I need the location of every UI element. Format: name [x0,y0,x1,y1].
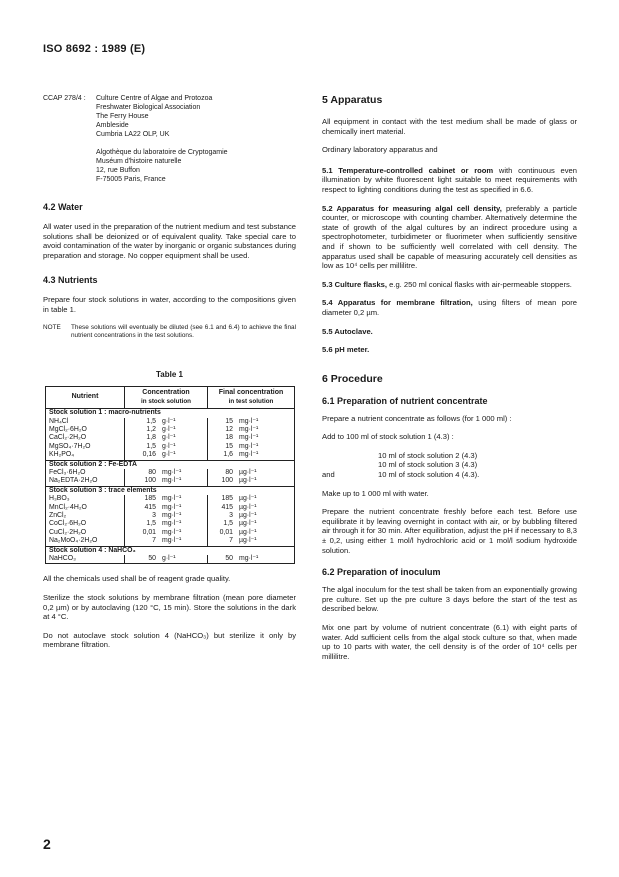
solution-line-text: 10 ml of stock solution 3 (4.3) [378,460,478,470]
final-value: 80 [225,469,233,476]
ccap-address [96,94,228,184]
solution-line [322,470,577,480]
final-unit: µg·l⁻¹ [239,512,257,520]
note [43,324,296,341]
item-5-5: 5.5 Autoclave. [322,326,373,336]
final-unit: µg·l⁻¹ [239,477,257,485]
final-value: 415 [221,503,233,511]
table-row [46,495,295,503]
concentration-unit: mg·l⁻¹ [159,477,208,486]
item-5-6: 5.6 pH meter. [322,345,370,355]
final-unit: µg·l⁻¹ [239,495,257,503]
concentration-unit: mg·l⁻¹ [159,504,208,512]
final-value: 100 [221,477,233,485]
concentration-value: 1,8 [146,434,156,442]
table-row [46,504,295,512]
nutrient-cell: Na₂EDTA·2H₂O [46,477,125,486]
page-number: 2 [43,836,51,852]
final-value: 50 [225,555,233,563]
final-value: 15 [225,417,233,425]
item-5-4-text: using filters of mean pore diameter 0,2 µm. [322,298,577,317]
final-value: 0,01 [219,528,233,536]
table-row [46,443,295,451]
nutrient-cell: ZnCl₂ [46,512,125,520]
final-value: 15 [225,442,233,450]
nutrient-cell: FeCl₃·6H₂O [46,469,125,477]
table-row [46,426,295,434]
table-row [46,451,295,460]
section-6-2-text-2: Mix one part by volume of nutrient concentrate (6.1) with eight parts of water. Add sufficient cells from the algal stock culture so that, when made up to 10 parts with water, the cell density is of the order of 10⁴ cells per millilitre. [322,623,577,661]
solution-line-key [342,460,378,470]
header-final [208,386,295,408]
item-5-4 [322,298,577,317]
section-5-ordinary: Ordinary laboratory apparatus and [322,145,438,155]
section-5-text: All equipment in contact with the test medium shall be made of glass or chemically inert material. [322,117,577,136]
ccap-line: The Ferry House [96,113,149,120]
section-6-1-prepare: Prepare the nutrient concentrate freshly before each test. Before use equilibrate it by leaving overnight in contact with air, or by bubbling filtered air through it for 30 min. After equilibration, adjust the pH if necessary to 8,3 ± 0,2, using either 1 mol/l hydrochloric acid or 1 mol/l sodium hydroxide solution. [322,507,577,555]
solution-line-text: 10 ml of stock solution 4 (4.3). [378,470,480,480]
concentration-unit: g·l⁻¹ [159,418,208,426]
concentration-unit: mg·l⁻¹ [159,512,208,520]
nutrient-cell: MgCl₂·6H₂O [46,426,125,434]
right-column [322,94,577,661]
section-4-2-title: 4.2 Water [43,202,83,212]
table-group-title: Stock solution 4 : NaHCO₃ [46,546,295,555]
table-row [46,512,295,520]
final-value: 185 [221,495,233,503]
final-unit: µg·l⁻¹ [239,503,257,511]
header-final-title: Final concentration [218,388,284,396]
ccap-line: Freshwater Biological Association [96,104,201,111]
final-unit: µg·l⁻¹ [239,537,257,545]
item-5-3-text: e.g. 250 ml conical flasks with air-permeable stoppers. [389,279,572,289]
section-6-2-text-1: The algal inoculum for the test shall be taken from an exponentially growing pre culture. Set up the pre culture 3 days before the start of the test as described below. [322,585,577,614]
final-unit: mg·l⁻¹ [239,451,259,459]
ccap-entry [43,94,296,184]
ccap-line: Culture Centre of Algae and Protozoa [96,95,213,102]
solution-line-text: 10 ml of stock solution 2 (4.3) [378,450,478,460]
header-concentration-title: Concentration [142,388,190,396]
table-row [46,555,295,564]
section-5-title: 5 Apparatus [322,94,383,106]
concentration-unit: g·l⁻¹ [159,434,208,442]
item-5-1-title: 5.1 Temperature-controlled cabinet or room [322,165,494,175]
nutrient-cell: CuCl₂·2H₂O [46,529,125,537]
table-row [46,477,295,486]
concentration-value: 80 [148,469,156,476]
nutrient-cell: CaCl₂·2H₂O [46,434,125,442]
concentration-value: 100 [144,477,156,485]
header-concentration [125,386,208,408]
concentration-unit: g·l⁻¹ [159,443,208,451]
section-6-1-intro: Prepare a nutrient concentrate as follows (for 1 000 ml) : [322,413,512,423]
table-group-row [46,546,295,555]
chemicals-grade-text: All the chemicals used shall be of reagent grade quality. [43,574,231,584]
left-column [43,94,296,650]
solution-line [342,460,577,470]
concentration-unit: mg·l⁻¹ [159,520,208,528]
section-6-1-makeup: Make up to 1 000 ml with water. [322,488,429,498]
final-unit: mg·l⁻¹ [239,425,259,433]
nutrient-cell: KH₂PO₄ [46,451,125,460]
header-final-sub: in test solution [228,397,274,405]
item-5-4-title: 5.4 Apparatus for membrane filtration, [322,298,473,308]
concentration-value: 1,5 [146,417,156,425]
final-unit: mg·l⁻¹ [239,417,259,425]
table-row [46,434,295,442]
section-6-1-title: 6.1 Preparation of nutrient concentrate [322,395,488,406]
section-4-3-text: Prepare four stock solutions in water, according to the compositions given in table 1. [43,295,296,314]
concentration-value: 50 [148,555,156,563]
concentration-value: 1,2 [146,425,156,433]
solution-line [342,451,577,461]
final-value: 1,6 [223,451,233,459]
section-6-2-title: 6.2 Preparation of inoculum [322,567,441,578]
table-group-row [46,409,295,418]
item-5-1-text: with continuous even illumination by white fluorescent light suitable to meet requirements with respect to lighting conditions during the test as specified in 6.6. [322,165,577,194]
concentration-unit: mg·l⁻¹ [159,537,208,546]
final-value: 3 [229,512,233,520]
section-6-1-add: Add to 100 ml of stock solution 1 (4.3) : [322,432,454,442]
ccap-line: Algothèque du laboratoire de Cryptogamie [96,149,228,156]
final-unit: µg·l⁻¹ [239,520,257,528]
nutrient-cell: Na₂MoO₄·2H₂O [46,537,125,546]
concentration-value: 415 [144,503,156,511]
document-header: ISO 8692 : 1989 (E) [43,43,146,55]
table-body [46,409,295,564]
solution-line-key: and [322,470,335,480]
table-group-title: Stock solution 3 : trace elements [46,486,295,495]
table-row [46,418,295,426]
nutrient-cell: MgSO₄·7H₂O [46,443,125,451]
table-group-title: Stock solution 2 : Fe-EDTA [46,460,295,469]
concentration-unit: mg·l⁻¹ [159,529,208,537]
item-5-3 [322,280,577,290]
concentration-value: 0,16 [142,451,156,459]
table-caption: Table 1 [156,370,183,380]
note-text: These solutions will eventually be diluted (see 6.1 and 6.4) to achieve the final nutrient concentrations in the test solutions. [71,323,296,339]
table-group-row [46,460,295,469]
final-unit: µg·l⁻¹ [239,528,257,536]
table-row [46,469,295,477]
ccap-line: F-75005 Paris, France [96,176,166,183]
header-nutrient: Nutrient [46,386,125,408]
nutrient-cell: H₃BO₃ [46,495,125,503]
table-row [46,529,295,537]
final-unit: mg·l⁻¹ [239,555,259,563]
concentration-value: 1,5 [146,442,156,450]
sterilize-text: Sterilize the stock solutions by membrane filtration (mean pore diameter 0,2 µm) or by autoclaving (120 °C, 15 min). Store the solutions in the dark at 4 °C. [43,593,296,622]
ccap-key: CCAP 278/4 : [43,95,86,102]
final-value: 1,5 [223,520,233,528]
table-1 [45,386,295,565]
item-5-2 [322,204,577,271]
concentration-value: 1,5 [146,520,156,528]
item-5-3-title: 5.3 Culture flasks, [322,279,387,289]
table-row [46,537,295,546]
ccap-line: Muséum d'histoire naturelle [96,158,182,165]
concentration-unit: mg·l⁻¹ [159,469,208,477]
no-autoclave-text: Do not autoclave stock solution 4 (NaHCO₃) but sterilize it only by membrane filtration. [43,630,296,650]
ccap-line: Cumbria LA22 OLP, UK [96,131,170,138]
table-group-title: Stock solution 1 : macro-nutrients [46,409,295,418]
nutrient-cell: NH₄Cl [46,418,125,426]
note-key: NOTE [43,323,61,331]
ccap-line: Ambleside [96,122,129,129]
concentration-value: 185 [144,495,156,503]
final-value: 12 [225,425,233,433]
concentration-value: 0,01 [142,528,156,536]
nutrient-cell: CoCl₂·6H₂O [46,520,125,528]
section-4-2-text: All water used in the preparation of the nutrient medium and test substance solutions shall be deionized or of equivalent quality. Take special care to avoid contamination of the water by inorganic or organic substances during preparation and storage. No copper equipment shall be used. [43,222,296,260]
final-value: 7 [229,537,233,545]
table-row [46,520,295,528]
final-unit: mg·l⁻¹ [239,434,259,442]
concentration-unit: mg·l⁻¹ [159,495,208,503]
ccap-line: 12, rue Buffon [96,167,140,174]
section-4-3-title: 4.3 Nutrients [43,275,98,286]
item-5-2-title: 5.2 Apparatus for measuring algal cell density, [322,203,502,213]
nutrient-cell: MnCl₂·4H₂O [46,504,125,512]
concentration-unit: g·l⁻¹ [159,555,208,564]
item-5-1 [322,166,577,195]
concentration-unit: g·l⁻¹ [159,426,208,434]
concentration-value: 7 [152,537,156,545]
section-6-title: 6 Procedure [322,372,383,385]
final-value: 18 [225,434,233,442]
table-group-row [46,486,295,495]
header-concentration-sub: in stock solution [140,397,192,405]
item-5-2-text: preferably a particle counter, or microscope with counting chamber. Alternatively determine the state of growth of the algal cultures by an indirect procedure using a spectrophotometer, turbidimeter or fluorimeter when sufficiently sensitive and if shown to be sufficiently well correlated with cell density. The apparatus used shall be capable of measuring accurately cell densities as low as 10⁴ cells per millilitre. [322,203,577,271]
solution-line-key [342,451,378,461]
final-unit: µg·l⁻¹ [239,469,257,476]
nutrient-cell: NaHCO₃ [46,555,125,564]
concentration-value: 3 [152,512,156,520]
final-unit: mg·l⁻¹ [239,442,259,450]
concentration-unit: g·l⁻¹ [159,451,208,460]
